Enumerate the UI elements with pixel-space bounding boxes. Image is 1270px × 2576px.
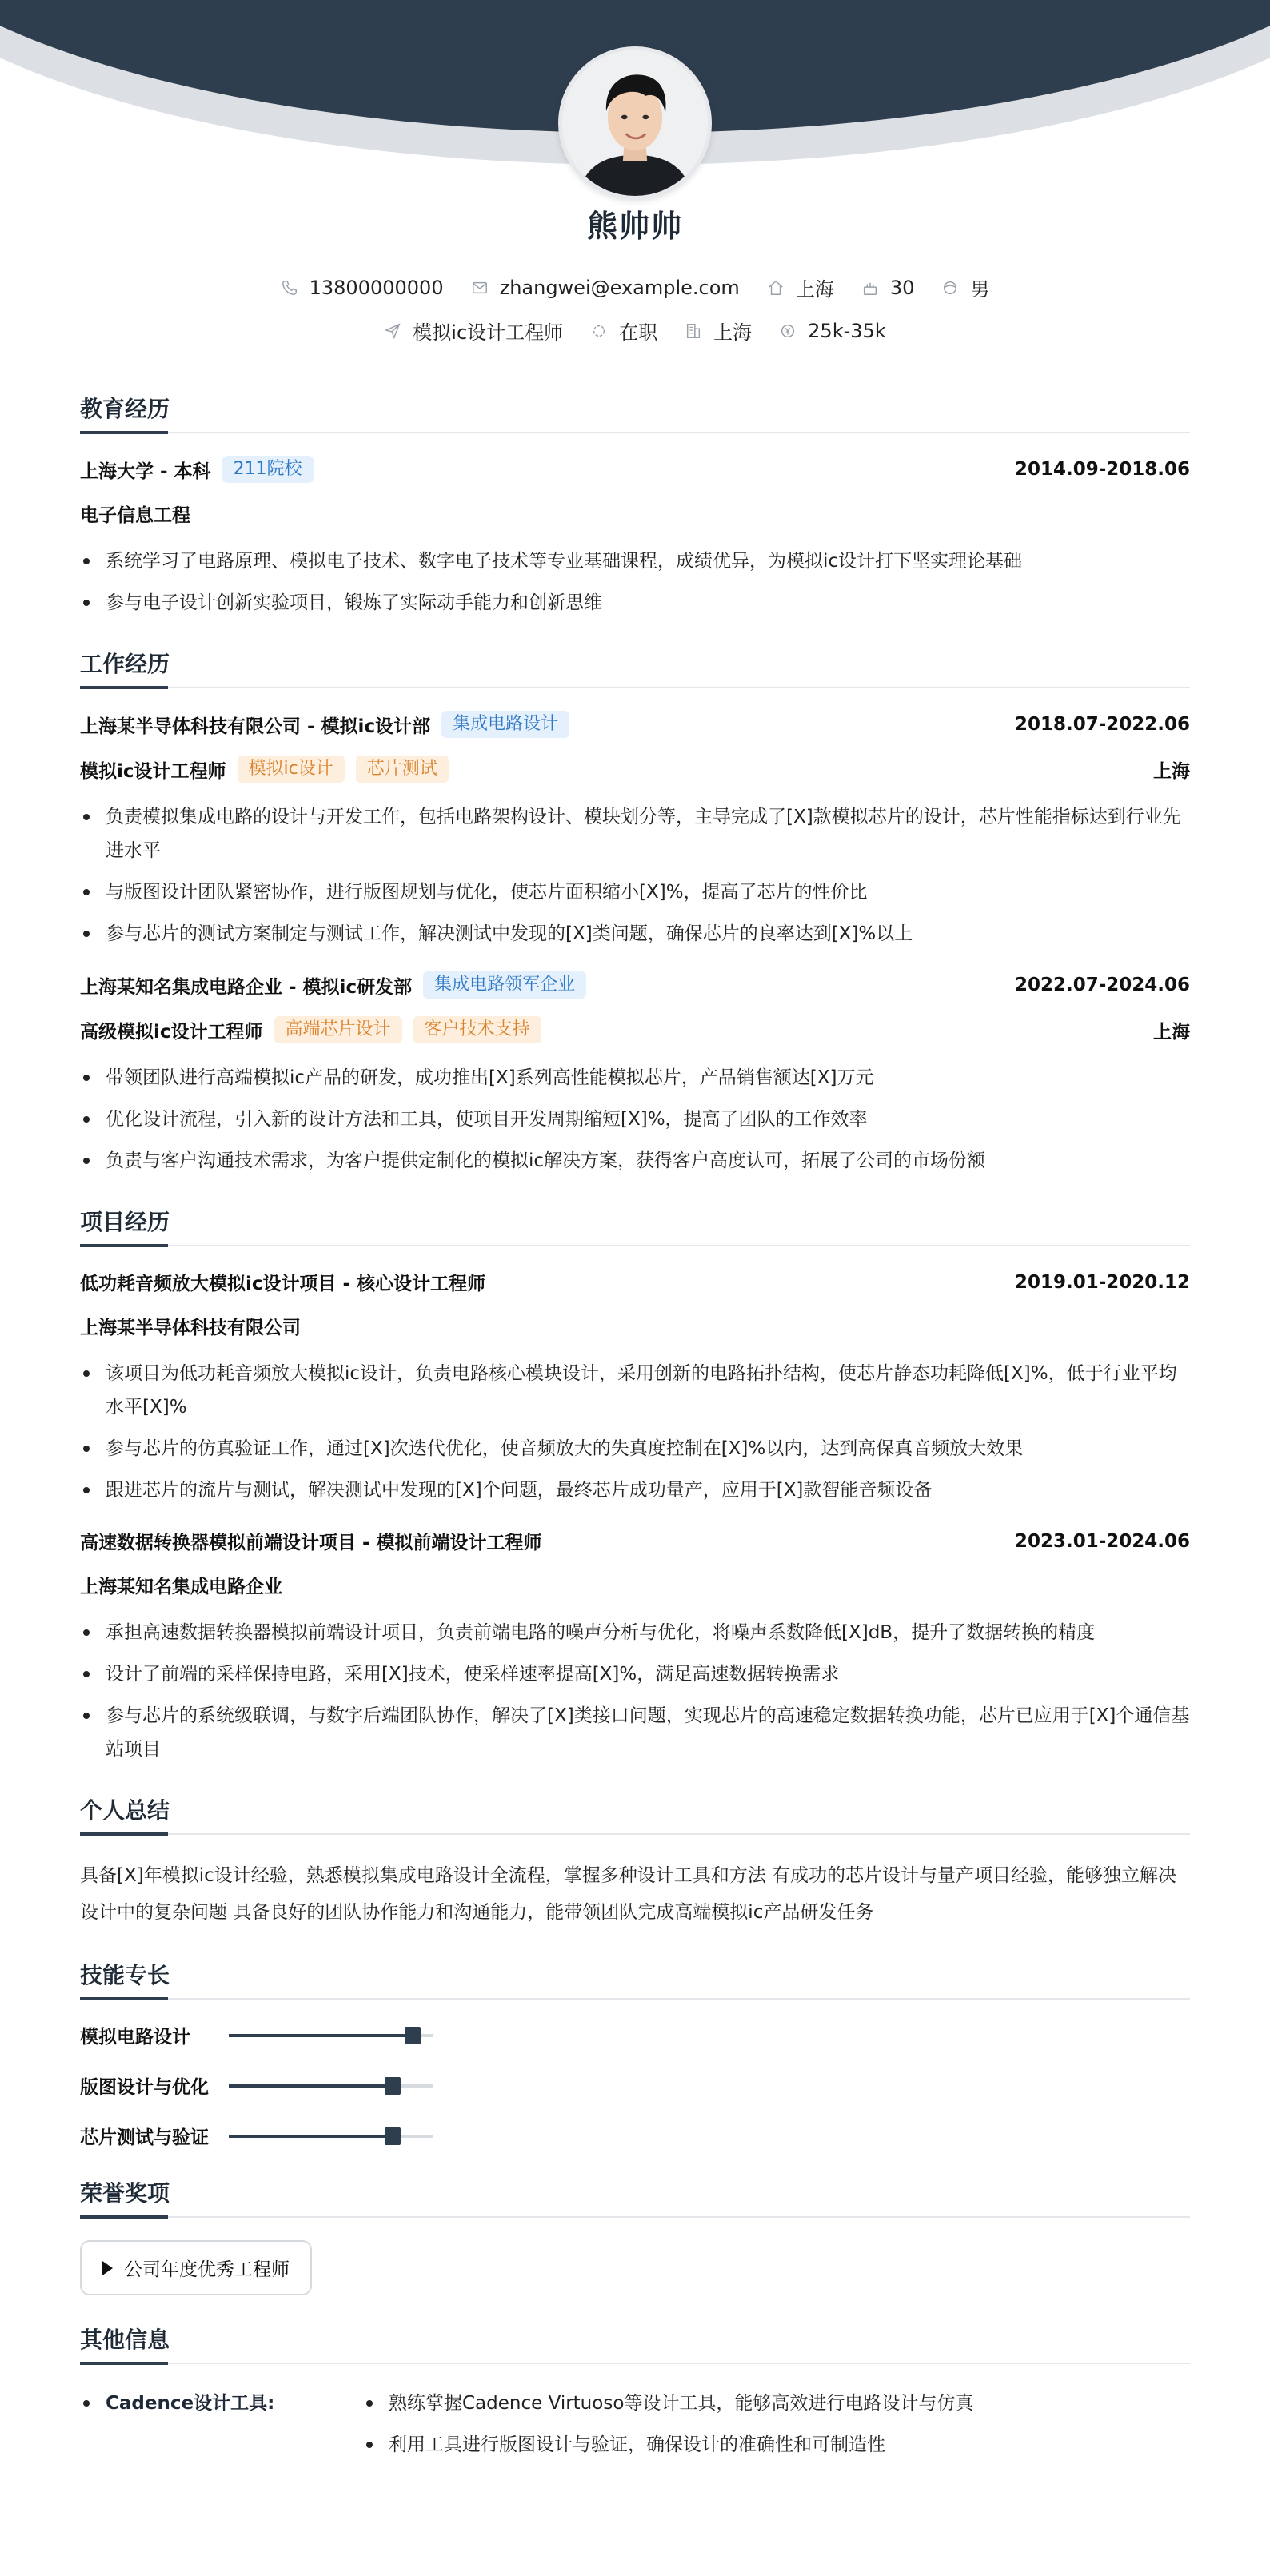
education-bullets xyxy=(80,544,1190,620)
section-title-underline xyxy=(80,2362,168,2365)
contact-row xyxy=(0,273,1270,301)
job-header xyxy=(80,711,1190,738)
skill-level-bar xyxy=(229,2135,433,2138)
education-header xyxy=(80,456,1190,483)
skill-level-knob xyxy=(385,2127,401,2145)
other-section xyxy=(80,2323,1190,2470)
list-item: 负责与客户沟通技术需求，为客户提供定制化的模拟ic解决方案，获得客户高度认可，拓展了公司的市场份额 xyxy=(80,1144,1190,1178)
role-header xyxy=(80,1016,1190,1043)
section-title xyxy=(80,392,1190,433)
section-title-underline xyxy=(80,686,168,689)
skills-list xyxy=(80,2022,1190,2149)
section-title xyxy=(80,2176,1190,2218)
section-title-text: 工作经历 xyxy=(80,651,170,677)
school-name: 上海大学 - 本科 xyxy=(80,461,211,482)
list-item: 跟进芯片的流片与测试，解决测试中发现的[X]个问题，最终芯片成功量产，应用于[X]款智能音频设备 xyxy=(80,1473,1190,1507)
section-title-text: 荣誉奖项 xyxy=(80,2180,170,2207)
send-icon xyxy=(384,322,401,340)
play-icon xyxy=(102,2261,113,2275)
project-header xyxy=(80,1528,1190,1554)
gender-text: 男 xyxy=(970,278,990,301)
list-item: 参与芯片的仿真验证工作，通过[X]次迭代优化，使音频放大的失真度控制在[X]%以内，达到高保真音频放大效果 xyxy=(80,1432,1190,1465)
work-city-text: 上海 xyxy=(713,321,753,344)
mail-icon xyxy=(471,279,489,297)
phone-text: 13800000000 xyxy=(309,276,444,299)
list-item: 与版图设计团队紧密协作，进行版图规划与优化，使芯片面积缩小[X]%，提高了芯片的性价比 xyxy=(80,875,1190,909)
position-item xyxy=(384,317,563,345)
company-tag: 集成电路领军企业 xyxy=(423,971,586,999)
section-title xyxy=(80,1205,1190,1246)
skill-item xyxy=(80,2072,644,2099)
award-item xyxy=(80,2240,312,2295)
education-period: 2014.09-2018.06 xyxy=(1014,459,1190,480)
section-title-text: 其他信息 xyxy=(80,2327,170,2353)
skill-item xyxy=(80,2022,644,2048)
section-title xyxy=(80,647,1190,688)
job-header xyxy=(80,971,1190,999)
job-location: 上海 xyxy=(1153,1021,1190,1043)
age-text: 30 xyxy=(889,276,915,299)
company-name: 上海某半导体科技有限公司 - 模拟ic设计部 xyxy=(80,716,431,737)
job-location: 上海 xyxy=(1153,760,1190,782)
education-section xyxy=(80,392,1190,620)
job-entry xyxy=(80,711,1190,951)
other-bullets xyxy=(363,2387,973,2470)
city-item xyxy=(767,273,834,301)
skill-level-knob xyxy=(385,2077,401,2095)
project-entry xyxy=(80,1269,1190,1507)
role-tag: 芯片测试 xyxy=(356,756,449,783)
school-tag: 211院校 xyxy=(222,456,314,483)
job-period: 2022.07-2024.06 xyxy=(1014,975,1190,995)
list-item: 优化设计流程，引入新的设计方法和工具，使项目开发周期缩短[X]%，提高了团队的工作效率 xyxy=(80,1103,1190,1136)
city-text: 上海 xyxy=(795,278,834,301)
section-title-underline xyxy=(80,2215,168,2219)
skill-level-fill xyxy=(229,2135,393,2138)
list-item: 该项目为低功耗音频放大模拟ic设计，负责电路核心模块设计，采用创新的电路拓扑结构，使芯片静态功耗降低[X]%，低于行业平均水平[X]% xyxy=(80,1357,1190,1424)
work-section xyxy=(80,647,1190,1178)
resume-content xyxy=(80,392,1190,2497)
money-icon xyxy=(779,322,797,340)
list-item: 参与芯片的测试方案制定与测试工作，解决测试中发现的[X]类问题，确保芯片的良率达到[X]%以上 xyxy=(80,917,1190,951)
gender-icon xyxy=(941,279,959,297)
work-city-item xyxy=(685,317,752,345)
phone-icon xyxy=(281,279,298,297)
skill-item xyxy=(80,2123,644,2149)
status-item xyxy=(590,317,657,345)
list-item: 带领团队进行高端模拟ic产品的研发，成功推出[X]系列高性能模拟芯片，产品销售额达[X]万元 xyxy=(80,1061,1190,1095)
avatar xyxy=(558,46,712,200)
job-period: 2018.07-2022.06 xyxy=(1014,714,1190,735)
project-header xyxy=(80,1269,1190,1295)
skill-name: 模拟电路设计 xyxy=(80,2027,190,2048)
list-item: 参与电子设计创新实验项目，锻炼了实际动手能力和创新思维 xyxy=(80,586,1190,620)
list-item: 熟练掌握Cadence Virtuoso等设计工具，能够高效进行电路设计与仿真 xyxy=(363,2387,973,2420)
home-icon xyxy=(767,279,785,297)
position-text: 模拟ic设计工程师 xyxy=(413,321,564,344)
project-period: 2023.01-2024.06 xyxy=(1014,1530,1190,1552)
section-title-text: 教育经历 xyxy=(80,396,170,422)
skills-section xyxy=(80,1958,1190,2149)
project-entry xyxy=(80,1528,1190,1766)
section-title xyxy=(80,1958,1190,2000)
award-text: 公司年度优秀工程师 xyxy=(124,2259,290,2280)
role-name: 高级模拟ic设计工程师 xyxy=(80,1021,263,1043)
company-tag: 集成电路设计 xyxy=(441,711,569,738)
list-item: 系统学习了电路原理、模拟电子技术、数字电子技术等专业基础课程，成绩优异，为模拟ic设计打下坚实理论基础 xyxy=(80,544,1190,578)
company-name: 上海某知名集成电路企业 - 模拟ic研发部 xyxy=(80,976,413,998)
awards-section xyxy=(80,2176,1190,2295)
skill-level-knob xyxy=(405,2027,421,2044)
role-tag: 高端芯片设计 xyxy=(274,1016,402,1043)
job-intent-row xyxy=(0,317,1270,345)
project-company: 上海某知名集成电路企业 xyxy=(80,1577,282,1597)
role-header xyxy=(80,756,1190,783)
section-title-underline xyxy=(80,1997,168,2000)
age-icon xyxy=(861,279,879,297)
list-item: 参与芯片的系统级联调，与数字后端团队协作，解决了[X]类接口问题，实现芯片的高速稳定数据转换功能，芯片已应用于[X]个通信基站项目 xyxy=(80,1699,1190,1766)
section-title-underline xyxy=(80,1244,168,1247)
summary-section xyxy=(80,1793,1190,1931)
role-tag: 客户技术支持 xyxy=(413,1016,541,1043)
skill-level-bar xyxy=(229,2034,433,2037)
skill-name: 版图设计与优化 xyxy=(80,2077,209,2098)
email-item xyxy=(471,277,740,299)
section-title-underline xyxy=(80,1832,168,1836)
project-bullets xyxy=(80,1357,1190,1507)
project-bullets xyxy=(80,1616,1190,1766)
other-info xyxy=(80,2387,1190,2470)
section-title xyxy=(80,2323,1190,2364)
skill-level-bar xyxy=(229,2084,433,2088)
candidate-name: 熊帅帅 xyxy=(586,209,683,244)
major: 电子信息工程 xyxy=(80,505,190,526)
section-title-underline xyxy=(80,431,168,434)
gender-item xyxy=(941,273,989,301)
section-title-text: 项目经历 xyxy=(80,1209,170,1235)
project-company: 上海某半导体科技有限公司 xyxy=(80,1318,301,1338)
project-period: 2019.01-2020.12 xyxy=(1014,1271,1190,1293)
status-icon xyxy=(590,322,608,340)
salary-text: 25k-35k xyxy=(808,319,886,342)
job-bullets xyxy=(80,1061,1190,1178)
age-item xyxy=(861,277,915,299)
summary-text: 具备[X]年模拟ic设计经验，熟悉模拟集成电路设计全流程，掌握多种设计工具和方法 有成功的芯片设计与量产项目经验，能够独立解决设计中的复杂问题 具备良好的团队协作能力和沟通能力，能带领团队完成高端模拟ic产品研发任务 xyxy=(80,1865,1177,1923)
list-item: 承担高速数据转换器模拟前端设计项目，负责前端电路的噪声分析与优化，将噪声系数降低[X]dB，提升了数据转换的精度 xyxy=(80,1616,1190,1649)
project-name: 高速数据转换器模拟前端设计项目 - 模拟前端设计工程师 xyxy=(80,1533,542,1553)
list-item: 利用工具进行版图设计与验证，确保设计的准确性和可制造性 xyxy=(363,2428,973,2462)
building-icon xyxy=(685,322,702,340)
section-title xyxy=(80,1793,1190,1835)
projects-section xyxy=(80,1205,1190,1766)
skill-level-fill xyxy=(229,2034,413,2037)
salary-item xyxy=(779,320,886,342)
list-item: 负责模拟集成电路的设计与开发工作，包括电路架构设计、模块划分等，主导完成了[X]款模拟芯片的设计，芯片性能指标达到行业先进水平 xyxy=(80,800,1190,867)
phone-item xyxy=(281,277,444,299)
list-item: 设计了前端的采样保持电路，采用[X]技术，使采样速率提高[X]%，满足高速数据转换需求 xyxy=(80,1657,1190,1691)
project-name: 低功耗音频放大模拟ic设计项目 - 核心设计工程师 xyxy=(80,1274,486,1294)
job-entry xyxy=(80,971,1190,1178)
email-text: zhangwei@example.com xyxy=(499,276,740,299)
job-bullets xyxy=(80,800,1190,951)
avatar-portrait xyxy=(562,50,708,196)
skill-level-fill xyxy=(229,2084,393,2088)
skill-name: 芯片测试与验证 xyxy=(80,2127,209,2148)
section-title-text: 技能专长 xyxy=(80,1962,170,1988)
other-key: Cadence设计工具: xyxy=(80,2387,363,2470)
section-title-text: 个人总结 xyxy=(80,1797,170,1824)
role-tag: 模拟ic设计 xyxy=(238,756,345,783)
role-name: 模拟ic设计工程师 xyxy=(80,760,226,782)
status-text: 在职 xyxy=(619,321,658,344)
